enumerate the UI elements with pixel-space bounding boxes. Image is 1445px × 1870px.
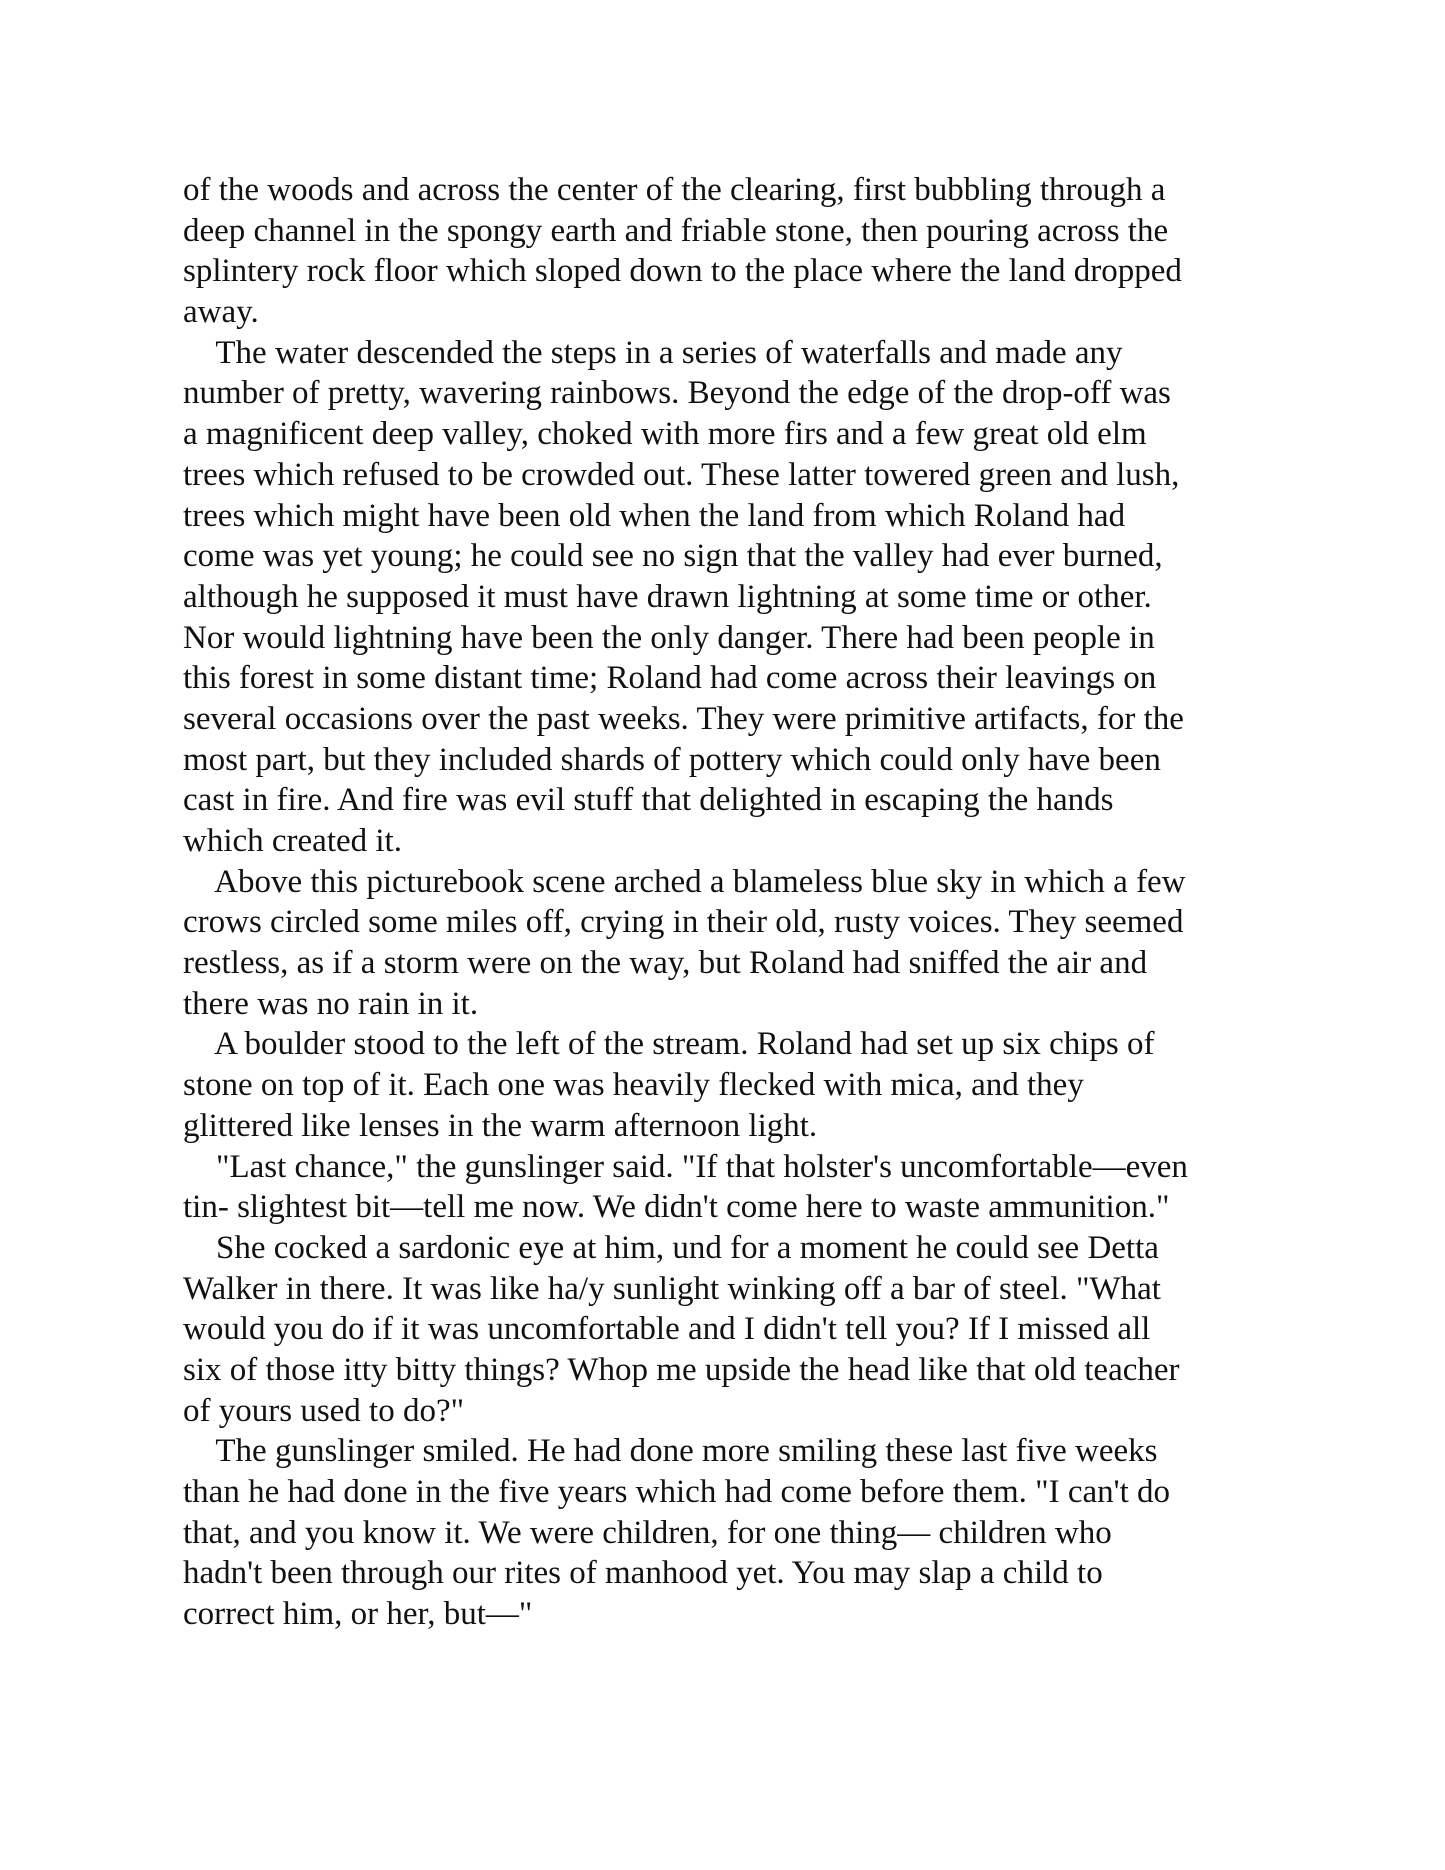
- text-line: there was no rain in it.: [183, 985, 479, 1022]
- body-text: [183, 170, 1268, 1635]
- text-line: Walker in there. It was like ha/y sunlight winking off a bar of steel. "What: [183, 1270, 1161, 1307]
- text-line: stone on top of it. Each one was heavily flecked with mica, and they: [183, 1067, 1084, 1104]
- text-line: of yours used to do?": [183, 1392, 465, 1429]
- text-line: come was yet young; he could see no sign that the valley had ever burned,: [183, 538, 1163, 575]
- text-line: She cocked a sardonic eye at him, und for a moment he could see Detta: [183, 1229, 1159, 1266]
- text-line: hadn't been through our rites of manhood yet. You may slap a child to: [183, 1555, 1103, 1592]
- text-line: than he had done in the five years which had come before them. "I can't do: [183, 1474, 1171, 1510]
- text-line: The water descended the steps in a series of waterfalls and made any: [183, 334, 1123, 371]
- text-line: six of those itty bitty things? Whop me upside the head like that old teacher: [183, 1351, 1180, 1388]
- text-line: that, and you know it. We were children, for one thing— children who: [183, 1514, 1112, 1551]
- text-line: deep channel in the spongy earth and friable stone, then pouring across the: [183, 212, 1169, 249]
- text-line: several occasions over the past weeks. They were primitive artifacts, for the: [183, 700, 1184, 737]
- text-line: of the woods and across the center of the clearing, first bubbling through a: [183, 172, 1166, 208]
- text-line: a magnificent deep valley, choked with more firs and a few great old elm: [183, 416, 1147, 453]
- text-line: The gunslinger smiled. He had done more smiling these last five weeks: [183, 1433, 1158, 1470]
- text-line: number of pretty, wavering rainbows. Beyond the edge of the drop-off was: [183, 375, 1171, 412]
- text-line: Above this picturebook scene arched a blameless blue sky in which a few: [183, 863, 1186, 900]
- text-line: Nor would lightning have been the only danger. There had been people in: [183, 619, 1155, 656]
- text-line: although he supposed it must have drawn lightning at some time or other.: [183, 578, 1152, 615]
- text-line: away.: [183, 294, 259, 331]
- text-line: trees which might have been old when the land from which Roland had: [183, 497, 1126, 534]
- text-line: correct him, or her, but—": [183, 1596, 533, 1633]
- text-line: glittered like lenses in the warm afternoon light.: [183, 1107, 818, 1144]
- text-line: this forest in some distant time; Roland had come across their leavings on: [183, 660, 1157, 697]
- text-line: restless, as if a storm were on the way, but Roland had sniffed the air and: [183, 945, 1148, 982]
- text-line: would you do if it was uncomfortable and I didn't tell you? If I missed all: [183, 1311, 1151, 1348]
- text-line: crows circled some miles off, crying in their old, rusty voices. They seemed: [183, 904, 1184, 941]
- text-line: splintery rock floor which sloped down to the place where the land dropped: [183, 253, 1182, 290]
- text-line: cast in fire. And fire was evil stuff that delighted in escaping the hands: [183, 782, 1114, 819]
- text-line: trees which refused to be crowded out. These latter towered green and lush,: [183, 456, 1180, 493]
- text-line: A boulder stood to the left of the stream. Roland had set up six chips of: [183, 1026, 1155, 1063]
- text-line: tin- slightest bit—tell me now. We didn't come here to waste ammunition.": [183, 1189, 1170, 1226]
- text-line: "Last chance," the gunslinger said. "If that holster's uncomfortable—even: [183, 1148, 1188, 1185]
- text-line: most part, but they included shards of pottery which could only have been: [183, 741, 1161, 778]
- text-line: which created it.: [183, 823, 402, 859]
